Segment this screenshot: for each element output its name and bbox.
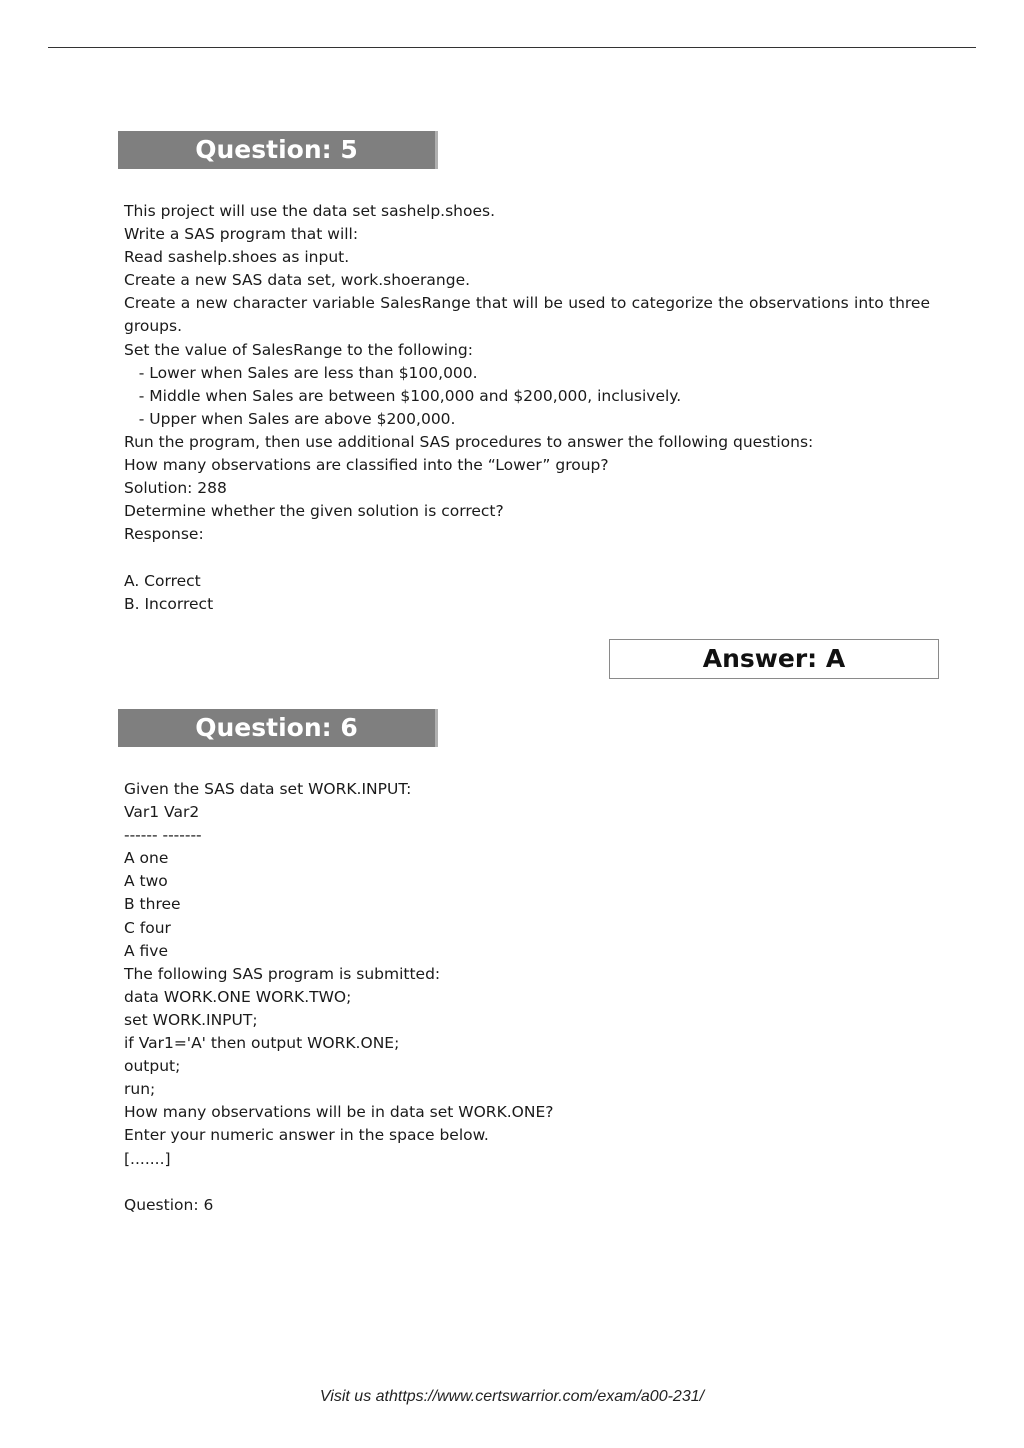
footer-link-text: Visit us athttps://www.certswarrior.com/exam/a00-231/ [319, 1388, 705, 1405]
q5-line: Read sashelp.shoes as input. [124, 248, 350, 267]
q5-line: How many observations are classified into the “Lower” group? [124, 456, 609, 475]
q6-line: Var1 Var2 [124, 803, 200, 822]
spacer [124, 1171, 930, 1194]
header-rule [48, 47, 976, 48]
answer-box: Answer: A [609, 639, 939, 679]
spacer [124, 546, 930, 569]
q6-line: ------ ------- [124, 826, 202, 845]
q6-line: A five [124, 941, 169, 960]
q6-line: B three [124, 895, 181, 914]
q5-line: - Upper when Sales are above $200,000. [124, 409, 456, 428]
q6-line: set WORK.INPUT; [124, 1010, 258, 1029]
q5-line: Create a new character variable SalesRange that will be used to categorize the observations into three groups. [124, 294, 930, 336]
answer-blank: [.......] [124, 1149, 171, 1168]
q5-line: - Middle when Sales are between $100,000 and $200,000, inclusively. [124, 386, 682, 405]
question-6-header: Question: 6 [118, 709, 438, 747]
q6-line: C four [124, 918, 171, 937]
q5-line: Response: [124, 525, 204, 544]
q6-line: How many observations will be in data set WORK.ONE? [124, 1103, 554, 1122]
question-5-header: Question: 5 [118, 131, 438, 169]
question-6-body [124, 778, 930, 1217]
answer-option-a: A. Correct [124, 571, 201, 590]
q6-line: The following SAS program is submitted: [124, 964, 441, 983]
q6-line: run; [124, 1080, 156, 1099]
q5-line: - Lower when Sales are less than $100,000. [124, 363, 478, 382]
question-5-body [124, 200, 930, 616]
q5-line: Run the program, then use additional SAS procedures to answer the following questions: [124, 432, 814, 451]
q6-line: Enter your numeric answer in the space below. [124, 1126, 489, 1145]
q6-line: if Var1='A' then output WORK.ONE; [124, 1034, 400, 1053]
q6-line: A two [124, 872, 168, 891]
q6-line: data WORK.ONE WORK.TWO; [124, 987, 352, 1006]
q5-line: Solution: 288 [124, 479, 227, 498]
q5-line: This project will use the data set sashelp.shoes. [124, 202, 496, 220]
q6-line: Given the SAS data set WORK.INPUT: [124, 780, 412, 798]
q5-line: Write a SAS program that will: [124, 225, 359, 244]
q6-line: A one [124, 849, 169, 868]
q5-line: Set the value of SalesRange to the following: [124, 340, 473, 359]
q6-line: output; [124, 1057, 181, 1076]
answer-option-b: B. Incorrect [124, 594, 214, 613]
trailing-question-label: Question: 6 [124, 1195, 214, 1214]
q5-line: Create a new SAS data set, work.shoerange. [124, 271, 471, 290]
q5-line: Determine whether the given solution is correct? [124, 502, 504, 521]
